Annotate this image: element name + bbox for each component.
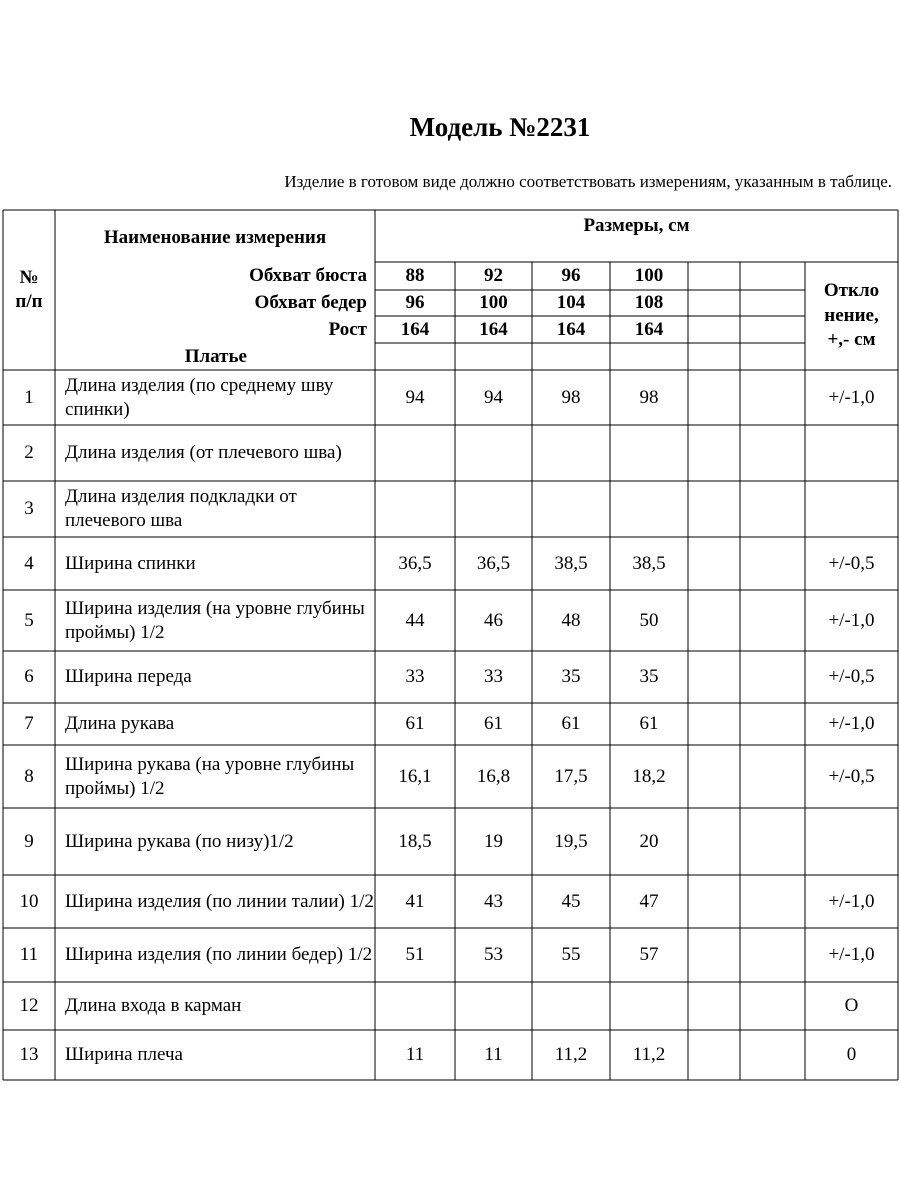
tolerance-value: +/-1,0: [828, 944, 875, 966]
tolerance-value: 0: [846, 1044, 857, 1066]
hips-size-2: 104: [556, 292, 586, 314]
size-value-1: 61: [484, 713, 503, 735]
bust-size-3: 100: [634, 265, 664, 287]
size-value-0: 33: [405, 666, 425, 688]
measurement-name: Длина входа в карман: [65, 995, 242, 1017]
bust-size-1: 92: [484, 265, 503, 287]
garment-label: Платье: [184, 345, 247, 367]
size-value-3: 47: [639, 890, 659, 912]
size-value-1: 11: [484, 1044, 503, 1066]
height-size-1: 164: [479, 318, 508, 340]
measurement-name: Ширина изделия (по линии бедер) 1/2: [65, 944, 373, 966]
row-number: 2: [24, 442, 34, 464]
size-value-2: 11,2: [554, 1044, 588, 1066]
size-value-0: 94: [405, 386, 425, 408]
row-number: 12: [19, 995, 39, 1017]
size-value-0: 41: [405, 890, 425, 912]
name-header: Наименование измерения: [103, 226, 327, 248]
measurement-name: Ширина спинки: [65, 552, 196, 574]
measurement-name: Ширина плеча: [65, 1044, 183, 1066]
tolerance-value: +/-0,5: [828, 765, 875, 787]
measurement-name: Длина изделия (по среднему шву спинки): [65, 374, 334, 420]
tolerance-value: +/-1,0: [828, 386, 875, 408]
hips-label: Обхват бедер: [254, 292, 367, 314]
row-number: 1: [24, 386, 34, 408]
tolerance-header: Откло нение, +,- см: [823, 279, 880, 351]
row-number: 7: [24, 713, 34, 735]
tolerance-value: +/-1,0: [828, 713, 875, 735]
tolerance-value: [805, 481, 898, 537]
num-header: № п/п: [15, 267, 43, 312]
size-value-3: 18,2: [632, 765, 666, 787]
hips-size-0: 96: [405, 292, 425, 314]
row-number: 3: [24, 498, 34, 520]
row-number: 10: [19, 890, 39, 912]
size-value-2: [532, 481, 610, 537]
size-value-2: 19,5: [554, 830, 588, 852]
size-value-2: 35: [561, 666, 581, 688]
size-value-2: 38,5: [554, 552, 588, 574]
size-value-1: 16,8: [476, 765, 511, 787]
size-value-2: 61: [561, 713, 581, 735]
tolerance-value: [805, 425, 898, 481]
measurement-name: Ширина изделия (по линии талии) 1/2: [65, 890, 374, 912]
size-value-0: 16,1: [398, 765, 432, 787]
document-title: Модель №2231: [409, 112, 591, 142]
height-size-3: 164: [634, 318, 664, 340]
size-value-1: 46: [484, 609, 503, 631]
size-value-1: [455, 982, 532, 1030]
document-subtitle: Изделие в готовом виде должно соответствовать измерениям, указанным в таблице.: [284, 172, 892, 191]
size-value-0: 61: [405, 713, 425, 735]
height-label: Рост: [328, 318, 367, 340]
size-value-0: 11: [405, 1044, 425, 1066]
size-value-1: 53: [484, 944, 503, 966]
measurement-name: Ширина рукава (по низу)1/2: [65, 830, 294, 852]
row-number: 13: [19, 1044, 39, 1066]
hips-size-1: 100: [479, 292, 508, 314]
size-value-3: [610, 481, 688, 537]
size-value-0: [375, 481, 455, 537]
size-value-2: 48: [561, 609, 581, 631]
tolerance-value: +/-1,0: [828, 890, 875, 912]
tolerance-value: +/-0,5: [828, 552, 875, 574]
size-value-2: 17,5: [554, 765, 588, 787]
size-value-3: [610, 425, 688, 481]
measurement-name: Длина изделия (от плечевого шва): [65, 442, 342, 464]
size-value-2: 55: [561, 944, 581, 966]
measurement-name: Ширина изделия (на уровне глубины проймы) 1/2: [65, 597, 365, 643]
size-value-2: [532, 425, 610, 481]
height-size-0: 164: [400, 318, 430, 340]
size-value-2: [532, 982, 610, 1030]
size-value-1: 19: [484, 830, 503, 852]
bust-size-2: 96: [561, 265, 581, 287]
size-value-2: 98: [561, 386, 581, 408]
size-value-1: 33: [484, 666, 503, 688]
size-value-3: 11,2: [632, 1044, 666, 1066]
tolerance-value: [805, 808, 898, 875]
size-value-1: [455, 481, 532, 537]
measurement-name: Ширина переда: [65, 666, 192, 688]
size-value-1: 43: [484, 890, 503, 912]
size-value-3: 38,5: [632, 552, 666, 574]
size-value-0: [375, 982, 455, 1030]
size-value-3: 20: [639, 830, 659, 852]
sizes-header: Размеры, см: [583, 215, 690, 237]
size-value-3: 61: [639, 713, 659, 735]
size-value-0: [375, 425, 455, 481]
size-value-3: 98: [639, 386, 659, 408]
row-number: 5: [24, 609, 34, 631]
measurement-name: Ширина рукава (на уровне глубины проймы) 1/2: [65, 753, 355, 799]
tolerance-value: О: [844, 995, 859, 1017]
size-value-2: 45: [561, 890, 581, 912]
size-value-1: 94: [484, 386, 503, 408]
hips-size-3: 108: [634, 292, 664, 314]
size-value-3: 50: [639, 609, 659, 631]
bust-label: Обхват бюста: [249, 265, 367, 287]
row-number: 9: [24, 830, 34, 852]
size-value-1: 36,5: [476, 552, 511, 574]
size-value-0: 18,5: [398, 830, 432, 852]
row-number: 6: [24, 666, 34, 688]
bust-size-0: 88: [405, 265, 425, 287]
size-value-3: 57: [639, 944, 659, 966]
tolerance-value: +/-1,0: [828, 609, 875, 631]
size-value-0: 36,5: [398, 552, 432, 574]
row-number: 8: [24, 765, 34, 787]
size-value-1: [455, 425, 532, 481]
height-size-2: 164: [556, 318, 586, 340]
measurement-name: Длина рукава: [65, 713, 175, 735]
measurement-name: Длина изделия подкладки от плечевого шва: [65, 486, 297, 531]
row-number: 11: [19, 944, 39, 966]
size-value-3: [610, 982, 688, 1030]
size-value-0: 44: [405, 609, 425, 631]
tolerance-value: +/-0,5: [828, 666, 875, 688]
row-number: 4: [24, 552, 34, 574]
size-value-3: 35: [639, 666, 659, 688]
size-value-0: 51: [405, 944, 425, 966]
